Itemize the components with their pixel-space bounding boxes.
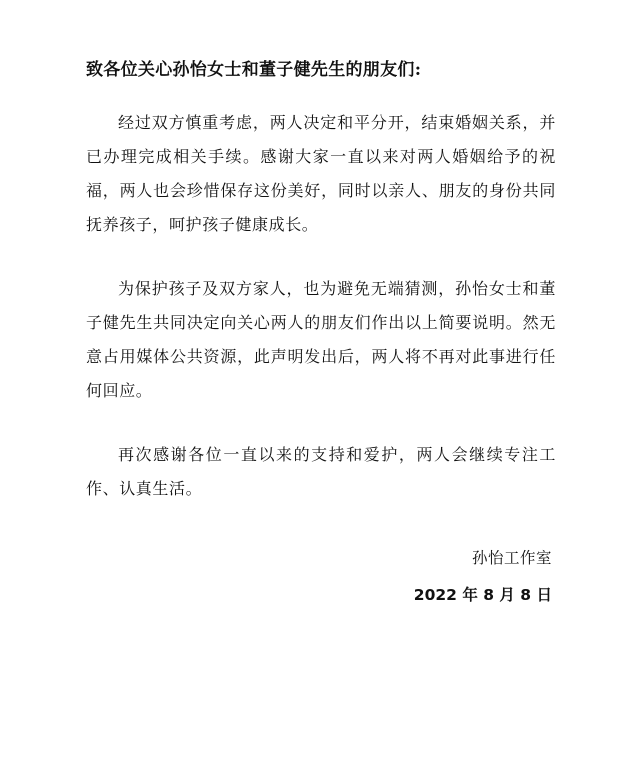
salutation: 致各位关心孙怡女士和董子健先生的朋友们:	[86, 60, 422, 80]
paragraph-1: 经过双方慎重考虑，两人决定和平分开，结束婚姻关系，并已办理完成相关手续。感谢大家一直以来对两人婚姻给予的祝福，两人也会珍惜保存这份美好，同时以亲人、朋友的身份共同抚养孩子，呵护孩子健康成长。	[86, 113, 556, 234]
paragraph-2: 为保护孩子及双方家人，也为避免无端猜测，孙怡女士和董子健先生共同决定向关心两人的朋友们作出以上简要说明。然无意占用媒体公共资源，此声明发出后，两人将不再对此事进行任何回应。	[86, 279, 556, 400]
signature-name: 孙怡工作室	[471, 549, 552, 567]
signature-block	[414, 548, 552, 605]
statement-document	[86, 60, 556, 534]
signature-date: 2022 年 8 月 8 日	[413, 586, 552, 604]
paragraph-3: 再次感谢各位一直以来的支持和爱护，两人会继续专注工作、认真生活。	[86, 445, 556, 498]
